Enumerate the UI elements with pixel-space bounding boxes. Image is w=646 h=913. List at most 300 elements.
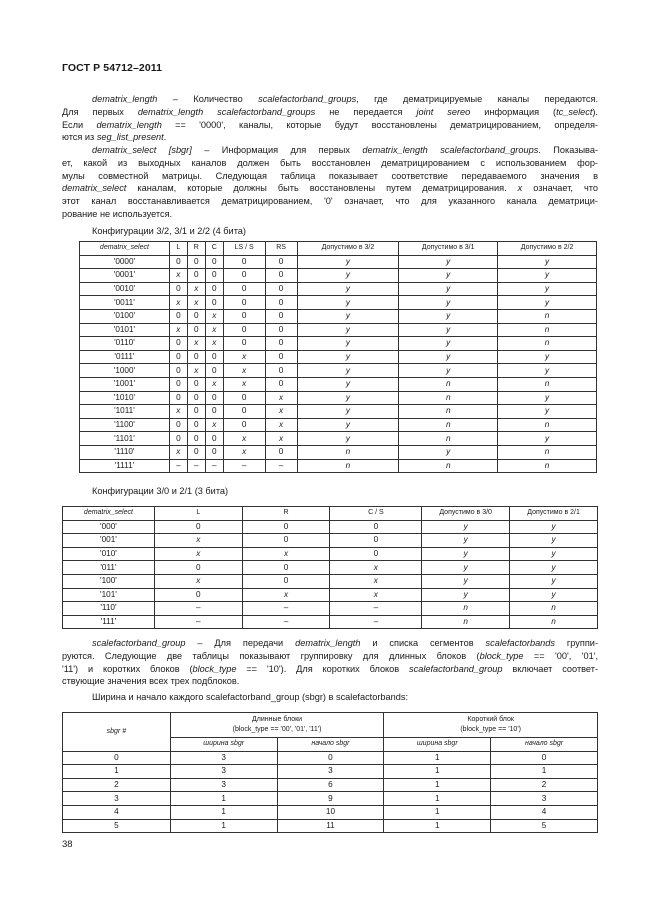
paragraph-line bbox=[62, 663, 598, 676]
table-cell: 0 bbox=[205, 282, 223, 296]
table-cell: – bbox=[242, 602, 330, 616]
column-header: Допустимо в 2/2 bbox=[498, 242, 597, 256]
table-cell: y bbox=[510, 561, 598, 575]
table-cell: 0 bbox=[187, 405, 205, 419]
italic-term: joint sereo bbox=[416, 106, 471, 117]
text-run: . bbox=[163, 132, 167, 143]
table-cell: y bbox=[297, 309, 399, 323]
long-blocks-condition: (block_type == '00', '01', '11') bbox=[232, 726, 322, 733]
table-cell: y bbox=[422, 574, 510, 588]
table-row bbox=[80, 418, 597, 432]
table-cell: 5 bbox=[63, 819, 171, 833]
table-cell: n bbox=[498, 418, 597, 432]
table-cell: 0 bbox=[187, 323, 205, 337]
table-cell: 0 bbox=[187, 350, 205, 364]
table-cell: 0 bbox=[242, 520, 330, 534]
table-row bbox=[80, 445, 597, 459]
text-run: этот канал восстанавливается дематрицированием, '0' означает, что для указанного канала дематрици- bbox=[62, 196, 598, 207]
table-cell: y bbox=[498, 269, 597, 283]
table-cell: x bbox=[169, 405, 187, 419]
table-cell: 3 bbox=[277, 765, 384, 779]
table-cell: x bbox=[265, 432, 297, 446]
table-cell: y bbox=[399, 255, 498, 269]
paragraph-dematrix-length bbox=[62, 93, 598, 144]
table-cell: – bbox=[242, 615, 330, 629]
italic-term: dematrix_length scalefactorband_groups bbox=[362, 145, 539, 155]
text-run: – Количество bbox=[157, 94, 259, 104]
table-cell: 2 bbox=[63, 778, 171, 792]
table-cell: 0 bbox=[223, 405, 265, 419]
table-cell: n bbox=[498, 337, 597, 351]
table-cell: 0 bbox=[187, 445, 205, 459]
column-header: L bbox=[169, 242, 187, 256]
table-cell: 0 bbox=[265, 296, 297, 310]
table-cell: '011' bbox=[63, 561, 155, 575]
italic-term: block_type bbox=[479, 650, 524, 661]
table-row bbox=[80, 364, 597, 378]
table-4bit-configurations bbox=[79, 241, 597, 473]
text-run: ются из bbox=[62, 132, 97, 143]
text-run: и списка сегментов bbox=[360, 638, 486, 648]
table-row bbox=[80, 255, 597, 269]
table-cell: x bbox=[223, 432, 265, 446]
table-cell: y bbox=[297, 391, 399, 405]
table-cell: y bbox=[510, 520, 598, 534]
table-cell: n bbox=[510, 602, 598, 616]
table-cell: y bbox=[498, 391, 597, 405]
text-run: не передается bbox=[315, 106, 417, 117]
table-cell: 0 bbox=[265, 282, 297, 296]
table-cell: y bbox=[498, 296, 597, 310]
table-cell: 0 bbox=[265, 364, 297, 378]
table-cell: x bbox=[169, 445, 187, 459]
italic-term: dematrix_length bbox=[92, 94, 158, 104]
text-run: рование не используется. bbox=[62, 208, 173, 219]
table-cell: '000' bbox=[63, 520, 155, 534]
paragraph-line bbox=[62, 675, 598, 688]
table-cell: '0111' bbox=[80, 350, 170, 364]
table-cell: 0 bbox=[187, 377, 205, 391]
table-cell: x bbox=[154, 547, 242, 561]
long-blocks-title: Длинные блоки bbox=[252, 716, 303, 723]
table-cell: 0 bbox=[205, 269, 223, 283]
italic-term: dematrix_select bbox=[62, 183, 127, 194]
table-cell: 0 bbox=[265, 269, 297, 283]
table-cell: – bbox=[154, 615, 242, 629]
table-cell: 1 bbox=[63, 765, 171, 779]
table-cell: 0 bbox=[187, 391, 205, 405]
paragraph-line bbox=[62, 208, 598, 221]
table-row bbox=[80, 459, 597, 473]
table-row bbox=[63, 819, 598, 833]
table-cell: '101' bbox=[63, 588, 155, 602]
italic-term: scalefactorband_group bbox=[409, 663, 503, 674]
table-cell: y bbox=[399, 350, 498, 364]
table-cell: 0 bbox=[223, 323, 265, 337]
table-cell: 0 bbox=[491, 751, 598, 765]
paragraph-line bbox=[62, 93, 598, 106]
column-header: dematrix_select bbox=[80, 242, 170, 256]
table-cell: 0 bbox=[169, 377, 187, 391]
table-cell: y bbox=[510, 547, 598, 561]
table-cell: y bbox=[498, 282, 597, 296]
italic-term: tc_select bbox=[556, 106, 593, 117]
italic-term: dematrix_length bbox=[295, 638, 361, 648]
table-cell: y bbox=[297, 282, 399, 296]
table-cell: 0 bbox=[205, 391, 223, 405]
paragraph-dematrix-select bbox=[62, 144, 598, 221]
italic-term: dematrix_select [sbgr] bbox=[92, 145, 192, 155]
table-row bbox=[63, 602, 598, 616]
table-cell: y bbox=[399, 282, 498, 296]
sub-header: ширина sbgr bbox=[170, 738, 277, 752]
paragraph-line bbox=[62, 144, 598, 157]
table-cell: 3 bbox=[63, 792, 171, 806]
table-cell: – bbox=[330, 615, 422, 629]
table-cell: 2 bbox=[491, 778, 598, 792]
table-cell: 1 bbox=[384, 805, 491, 819]
table-cell: y bbox=[297, 323, 399, 337]
table-row bbox=[80, 391, 597, 405]
table-cell: 1 bbox=[170, 805, 277, 819]
table-cell: x bbox=[154, 534, 242, 548]
table-cell: y bbox=[422, 588, 510, 602]
italic-term: block_type bbox=[192, 663, 237, 674]
table-cell: 0 bbox=[187, 432, 205, 446]
text-run: группи- bbox=[555, 638, 599, 648]
italic-term: dematrix_length scalefactorband_groups bbox=[137, 106, 316, 117]
table-cell: n bbox=[399, 391, 498, 405]
sbgr-number-header: sbgr # bbox=[63, 713, 171, 752]
table-cell: '0000' bbox=[80, 255, 170, 269]
table-cell: y bbox=[399, 323, 498, 337]
table-cell: n bbox=[498, 323, 597, 337]
column-header: C / S bbox=[330, 507, 422, 521]
table-cell: y bbox=[297, 418, 399, 432]
text-run: руются. Следующие две таблицы показывают группировку для длинных блоков ( bbox=[62, 650, 480, 661]
table-cell: x bbox=[154, 574, 242, 588]
table-row bbox=[80, 269, 597, 283]
table-cell: x bbox=[242, 588, 330, 602]
table-cell: – bbox=[169, 459, 187, 473]
paragraph-line bbox=[62, 195, 598, 208]
table-cell: 1 bbox=[170, 792, 277, 806]
table-cell: 0 bbox=[169, 309, 187, 323]
table-cell: 0 bbox=[242, 534, 330, 548]
sub-header: ширина sbgr bbox=[384, 738, 491, 752]
table-cell: y bbox=[297, 432, 399, 446]
table-cell: x bbox=[223, 377, 265, 391]
table-cell: n bbox=[498, 445, 597, 459]
table-cell: '110' bbox=[63, 602, 155, 616]
table-cell: 0 bbox=[223, 282, 265, 296]
table-cell: 0 bbox=[330, 547, 422, 561]
table-cell: 9 bbox=[277, 792, 384, 806]
table-cell: x bbox=[265, 418, 297, 432]
table-cell: x bbox=[330, 588, 422, 602]
table-cell: 0 bbox=[205, 364, 223, 378]
table-cell: 0 bbox=[223, 391, 265, 405]
table-cell: y bbox=[297, 337, 399, 351]
table-cell: 1 bbox=[384, 765, 491, 779]
table-cell: y bbox=[422, 520, 510, 534]
table-row bbox=[80, 432, 597, 446]
table-cell: – bbox=[265, 459, 297, 473]
table-cell: '0010' bbox=[80, 282, 170, 296]
table-cell: y bbox=[498, 350, 597, 364]
table-cell: 0 bbox=[265, 255, 297, 269]
text-run: мулы совместной матрицы. Следующая таблица показывает соответствие передаваемого значения в bbox=[62, 170, 598, 181]
table-cell: 0 bbox=[205, 405, 223, 419]
table-cell: 0 bbox=[63, 751, 171, 765]
table-row bbox=[80, 350, 597, 364]
text-run: означает, что bbox=[522, 183, 598, 194]
table-cell: 0 bbox=[277, 751, 384, 765]
table-row bbox=[80, 405, 597, 419]
table-cell: x bbox=[169, 269, 187, 283]
table-row bbox=[80, 309, 597, 323]
table-cell: '1110' bbox=[80, 445, 170, 459]
paragraph-line bbox=[62, 170, 598, 183]
table-cell: y bbox=[399, 445, 498, 459]
table-cell: 0 bbox=[187, 309, 205, 323]
table-cell: n bbox=[399, 418, 498, 432]
table-cell: 0 bbox=[205, 350, 223, 364]
table-cell: 0 bbox=[242, 561, 330, 575]
table-row bbox=[80, 377, 597, 391]
table-cell: 10 bbox=[277, 805, 384, 819]
table-cell: – bbox=[205, 459, 223, 473]
table-cell: 0 bbox=[187, 418, 205, 432]
table-cell: 4 bbox=[491, 805, 598, 819]
table-row bbox=[63, 778, 598, 792]
table-cell: n bbox=[422, 615, 510, 629]
table-cell: y bbox=[498, 405, 597, 419]
table-cell: y bbox=[297, 364, 399, 378]
table-cell: y bbox=[422, 561, 510, 575]
table-cell: 0 bbox=[223, 255, 265, 269]
paragraph-line bbox=[62, 106, 598, 119]
table-cell: y bbox=[297, 377, 399, 391]
table-cell: n bbox=[399, 459, 498, 473]
paragraph-line bbox=[62, 157, 598, 170]
table-row bbox=[63, 615, 598, 629]
table-cell: 4 bbox=[63, 805, 171, 819]
table-cell: x bbox=[187, 364, 205, 378]
table-cell: x bbox=[265, 391, 297, 405]
table-row bbox=[63, 765, 598, 779]
table-cell: '0101' bbox=[80, 323, 170, 337]
table-cell: n bbox=[510, 615, 598, 629]
paragraph-line bbox=[62, 650, 598, 663]
table-cell: '100' bbox=[63, 574, 155, 588]
text-run: == '00', '01', bbox=[523, 650, 598, 661]
table-cell: n bbox=[498, 309, 597, 323]
short-block-condition: (block_type == '10') bbox=[460, 726, 521, 733]
table-cell: x bbox=[223, 445, 265, 459]
table-cell: 0 bbox=[154, 561, 242, 575]
table-cell: '0001' bbox=[80, 269, 170, 283]
long-blocks-header bbox=[170, 713, 384, 738]
table-cell: – bbox=[187, 459, 205, 473]
table-cell: n bbox=[498, 377, 597, 391]
text-run: == '10'). Для коротких блоков bbox=[236, 663, 410, 674]
table-cell: n bbox=[399, 432, 498, 446]
paragraph-scalefactorband-group bbox=[62, 637, 598, 688]
text-run: каналам, которые должны быть восстановлены путем дематрицирования. bbox=[126, 183, 518, 194]
table-cell: 5 bbox=[491, 819, 598, 833]
table-sbgr-width-start bbox=[62, 712, 598, 833]
table-cell: 0 bbox=[223, 309, 265, 323]
table-cell: y bbox=[510, 588, 598, 602]
short-block-title: Короткий блок bbox=[467, 716, 514, 723]
table-cell: y bbox=[422, 534, 510, 548]
text-run: ствующие значения всех трех подблоков. bbox=[62, 676, 240, 687]
table-cell: 1 bbox=[170, 819, 277, 833]
table-cell: y bbox=[399, 269, 498, 283]
table-cell: '111' bbox=[63, 615, 155, 629]
table-row bbox=[80, 282, 597, 296]
paragraph-line bbox=[62, 131, 598, 144]
table-cell: 0 bbox=[265, 337, 297, 351]
table-cell: x bbox=[187, 296, 205, 310]
table-cell: 0 bbox=[265, 377, 297, 391]
table-cell: '1010' bbox=[80, 391, 170, 405]
table-cell: '0110' bbox=[80, 337, 170, 351]
table-cell: 0 bbox=[169, 282, 187, 296]
table-row bbox=[63, 561, 598, 575]
column-header: C bbox=[205, 242, 223, 256]
table-cell: 0 bbox=[154, 588, 242, 602]
table-cell: 0 bbox=[169, 391, 187, 405]
paragraph-line bbox=[62, 637, 598, 650]
table-cell: 0 bbox=[169, 418, 187, 432]
table-cell: 0 bbox=[169, 255, 187, 269]
table-cell: '1100' bbox=[80, 418, 170, 432]
table-cell: y bbox=[399, 296, 498, 310]
table-cell: x bbox=[169, 296, 187, 310]
table-cell: 0 bbox=[169, 432, 187, 446]
column-header: Допустимо в 3/1 bbox=[399, 242, 498, 256]
table-cell: – bbox=[223, 459, 265, 473]
column-header: Допустимо в 3/2 bbox=[297, 242, 399, 256]
table-cell: x bbox=[330, 561, 422, 575]
table-cell: 6 bbox=[277, 778, 384, 792]
table-cell: 0 bbox=[205, 255, 223, 269]
page-number: 38 bbox=[62, 839, 73, 850]
table-cell: 0 bbox=[223, 269, 265, 283]
table-cell: 3 bbox=[170, 751, 277, 765]
table-row bbox=[80, 337, 597, 351]
table-cell: x bbox=[205, 337, 223, 351]
table-row bbox=[63, 792, 598, 806]
standard-designation: ГОСТ Р 54712–2011 bbox=[62, 62, 163, 74]
table-3bit-configurations bbox=[62, 506, 598, 629]
table-cell: 1 bbox=[384, 778, 491, 792]
text-run: – Информация для первых bbox=[191, 145, 363, 155]
table-cell: x bbox=[242, 547, 330, 561]
table-cell: n bbox=[297, 459, 399, 473]
table-cell: y bbox=[297, 405, 399, 419]
table-cell: x bbox=[169, 323, 187, 337]
table-cell: x bbox=[205, 418, 223, 432]
table-cell: x bbox=[187, 282, 205, 296]
table-cell: y bbox=[297, 296, 399, 310]
table-cell: '001' bbox=[63, 534, 155, 548]
table-cell: '010' bbox=[63, 547, 155, 561]
table-row bbox=[80, 323, 597, 337]
table-cell: '0100' bbox=[80, 309, 170, 323]
table-cell: 0 bbox=[223, 337, 265, 351]
table-cell: 0 bbox=[242, 574, 330, 588]
table-cell: 0 bbox=[187, 255, 205, 269]
table-cell: x bbox=[265, 405, 297, 419]
table-cell: 1 bbox=[491, 765, 598, 779]
table-row bbox=[63, 547, 598, 561]
table-cell: n bbox=[297, 445, 399, 459]
table-cell: 1 bbox=[384, 792, 491, 806]
text-run: == '0000', каналы, которые будут восстановлены дематрицированием, определя- bbox=[161, 119, 598, 130]
table-cell: '1000' bbox=[80, 364, 170, 378]
table-cell: y bbox=[422, 547, 510, 561]
table-cell: 0 bbox=[265, 323, 297, 337]
table-cell: x bbox=[187, 337, 205, 351]
table-cell: y bbox=[399, 337, 498, 351]
table-row bbox=[63, 534, 598, 548]
table-cell: x bbox=[205, 377, 223, 391]
table-cell: y bbox=[297, 350, 399, 364]
table1-caption: Конфигурации 3/2, 3/1 и 2/2 (4 бита) bbox=[92, 226, 246, 236]
text-run: Для первых bbox=[62, 106, 138, 117]
text-run: – Для передачи bbox=[185, 638, 296, 648]
sub-header: начало sbgr bbox=[491, 738, 598, 752]
text-run: Если bbox=[62, 119, 97, 130]
table-cell: 3 bbox=[170, 765, 277, 779]
table-cell: 11 bbox=[277, 819, 384, 833]
table-cell: 0 bbox=[205, 445, 223, 459]
table-cell: y bbox=[399, 309, 498, 323]
table-cell: y bbox=[510, 534, 598, 548]
table-cell: 0 bbox=[330, 534, 422, 548]
paragraph-line bbox=[62, 182, 598, 195]
table-cell: '1111' bbox=[80, 459, 170, 473]
table-row bbox=[63, 520, 598, 534]
text-run: ет, какой из выходных каналов должен быть восстановлен дематрицированием с использованием фор- bbox=[62, 157, 598, 168]
table-cell: x bbox=[205, 323, 223, 337]
table2-caption: Конфигурации 3/0 и 2/1 (3 бита) bbox=[92, 486, 229, 496]
table-cell: x bbox=[223, 350, 265, 364]
column-header: Допустимо в 2/1 bbox=[510, 507, 598, 521]
table-cell: y bbox=[510, 574, 598, 588]
table-cell: 0 bbox=[154, 520, 242, 534]
table-cell: – bbox=[154, 602, 242, 616]
table-cell: – bbox=[330, 602, 422, 616]
italic-term: scalefactorband_group bbox=[92, 638, 186, 648]
table-cell: '0011' bbox=[80, 296, 170, 310]
italic-term: dematrix_length bbox=[96, 119, 162, 130]
table-cell: 3 bbox=[491, 792, 598, 806]
table-row bbox=[63, 805, 598, 819]
sub-header: начало sbgr bbox=[277, 738, 384, 752]
column-header: L bbox=[154, 507, 242, 521]
table-cell: n bbox=[399, 405, 498, 419]
text-run: включает соответ- bbox=[502, 663, 599, 674]
table-cell: 1 bbox=[384, 751, 491, 765]
table-cell: 0 bbox=[265, 350, 297, 364]
table-cell: 0 bbox=[330, 520, 422, 534]
table-cell: y bbox=[297, 269, 399, 283]
table-row bbox=[63, 574, 598, 588]
